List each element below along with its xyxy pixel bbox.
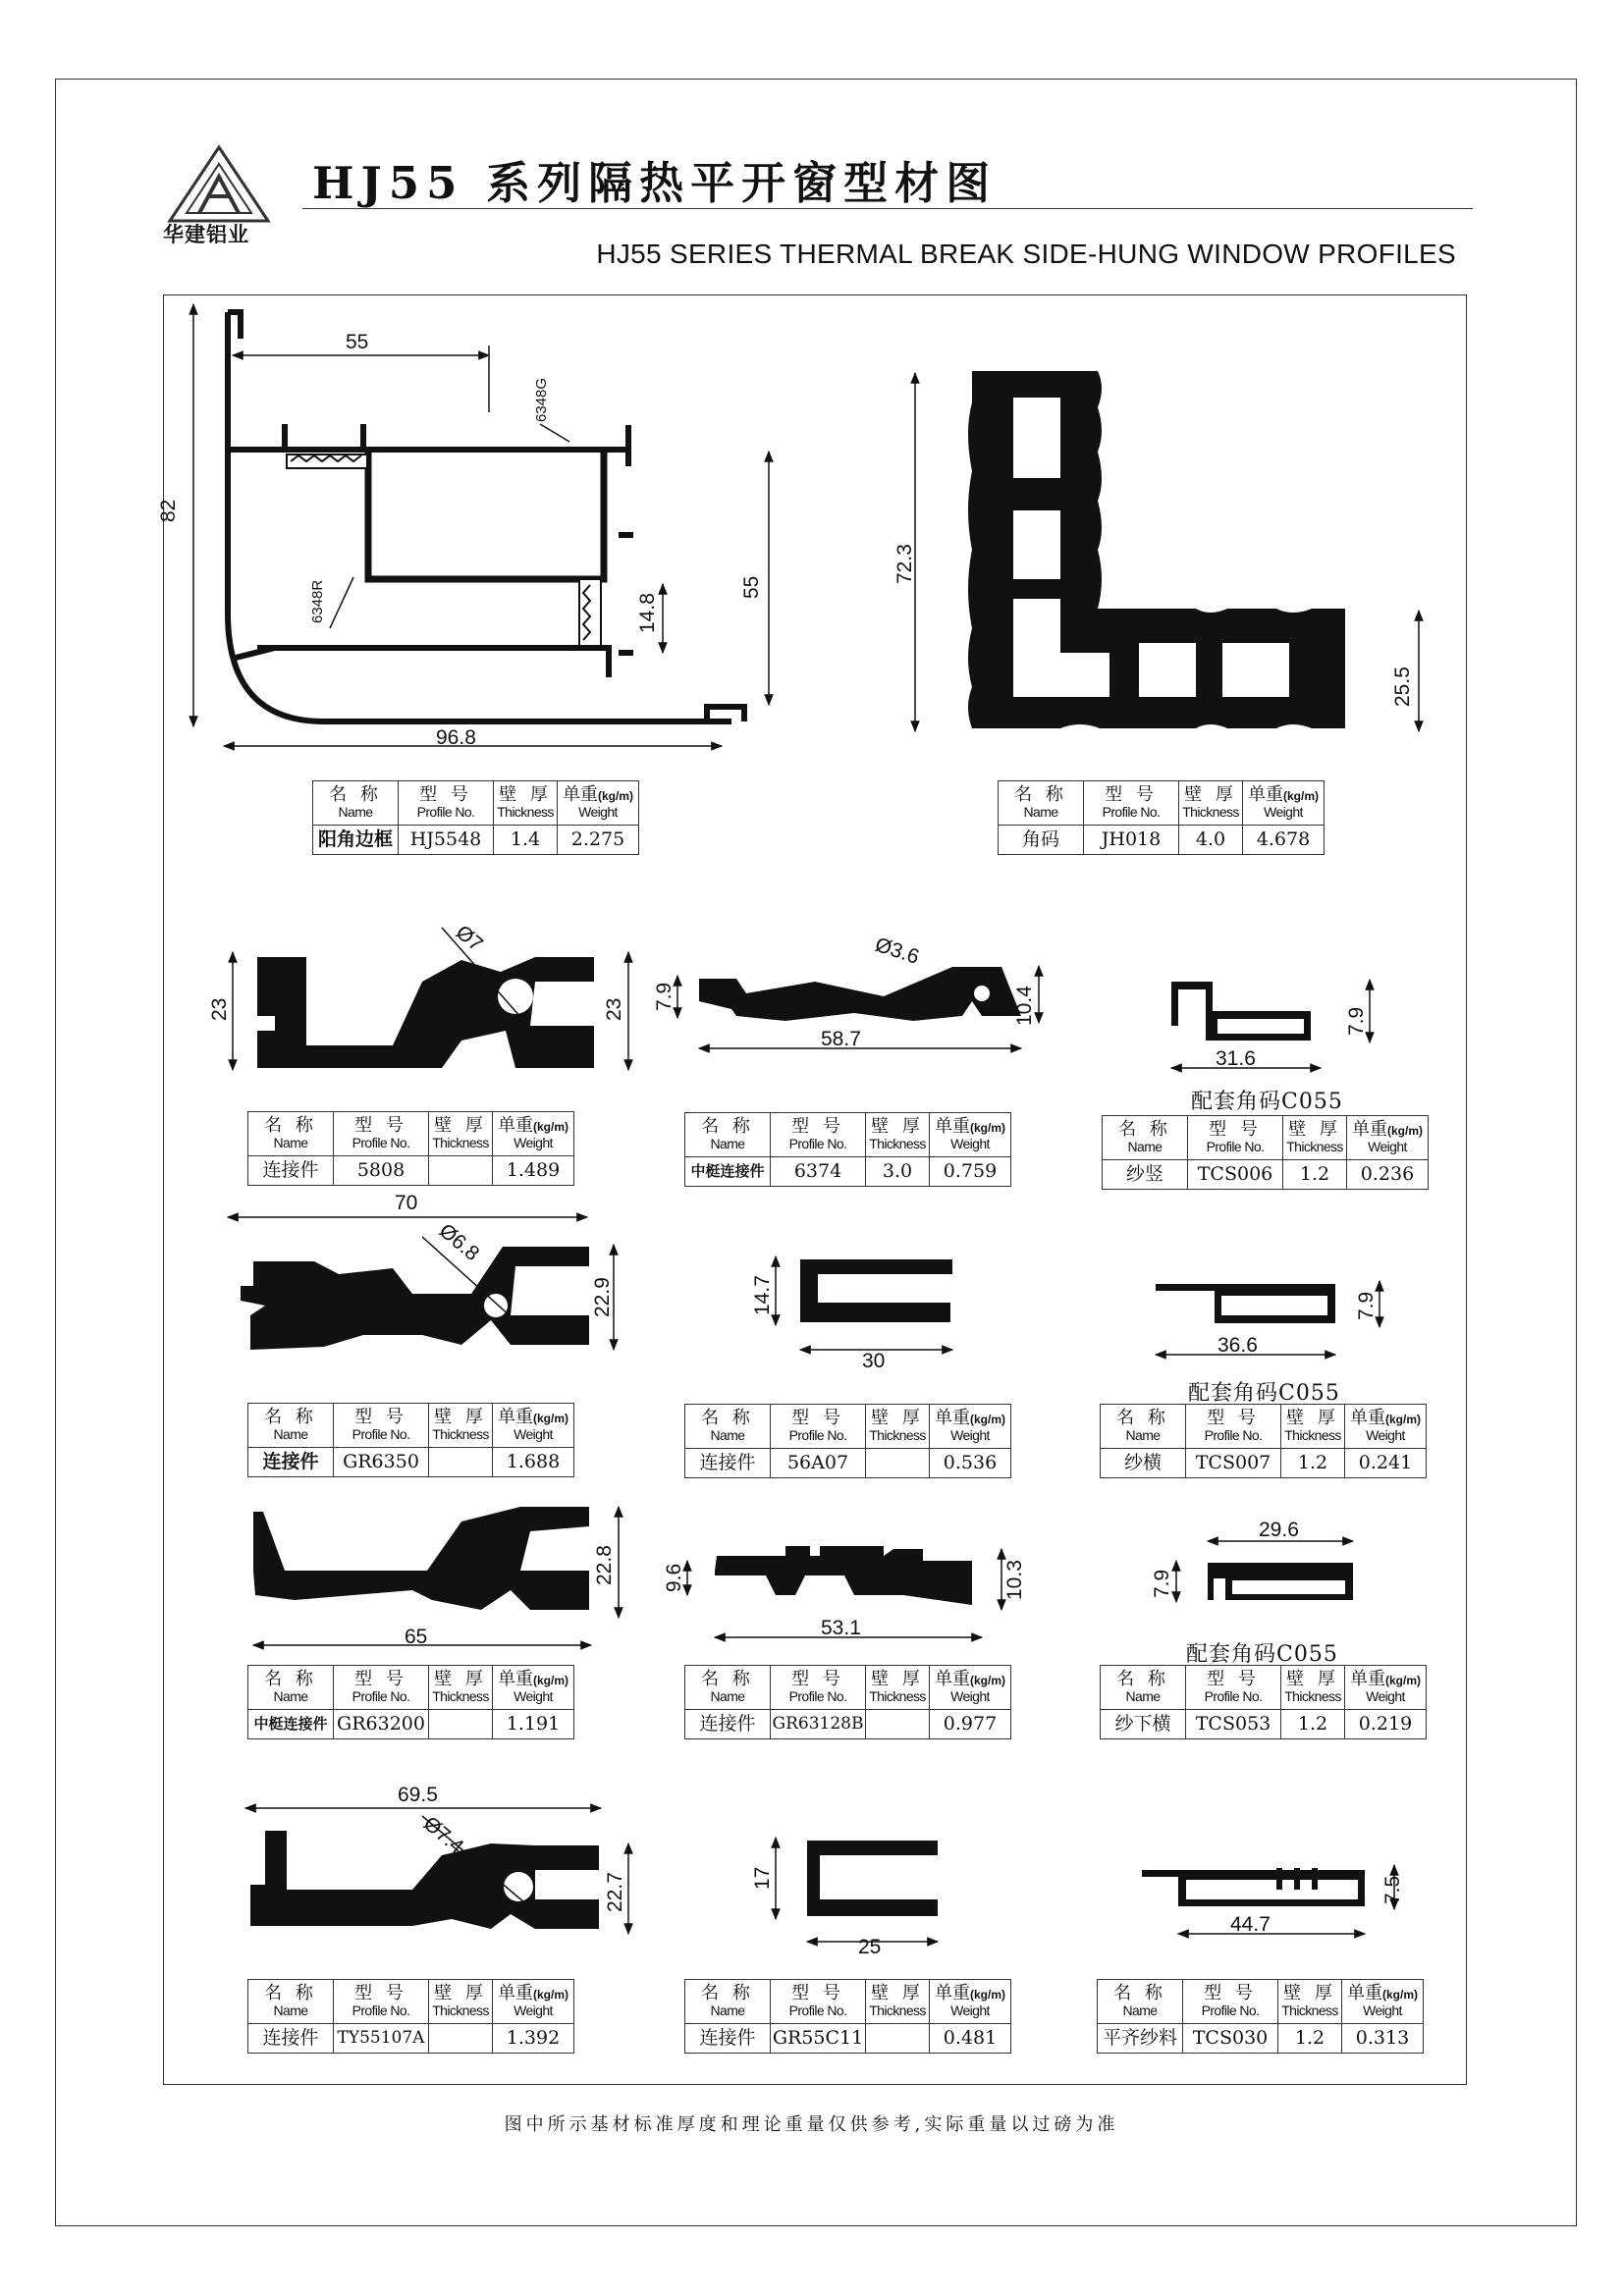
cell-weight: 0.481 <box>930 2024 1011 2054</box>
profile-drawing-gr6350 <box>241 1247 589 1350</box>
header-thickness: 壁 厚 Thickness <box>1281 1405 1345 1449</box>
cell-thickness <box>866 2024 930 2054</box>
cell-weight: 2.275 <box>558 826 639 855</box>
dim-ty55107a-dia: Ø7.4 <box>418 1812 468 1859</box>
dim-gr55c11-25: 25 <box>858 1936 882 1958</box>
dim-tcs006-7-9: 7.9 <box>1345 1006 1368 1036</box>
profile-drawing-tcs053 <box>1208 1563 1353 1600</box>
header-weight: 单重(kg/m) Weight <box>558 781 639 826</box>
cell-weight: 0.236 <box>1347 1160 1429 1190</box>
header-weight: 单重(kg/m) Weight <box>1347 1116 1429 1160</box>
dim-gr63128b-10-3: 10.3 <box>1003 1560 1026 1600</box>
cell-weight: 0.241 <box>1345 1449 1427 1478</box>
caption-tcs007: 配套角码C055 <box>1188 1381 1340 1406</box>
label-6348r: 6348R <box>309 579 326 623</box>
cell-profile-no: JH018 <box>1084 826 1179 855</box>
dim-gr63128b-53-1: 53.1 <box>821 1617 861 1639</box>
dim-6374-dia: Ø3.6 <box>872 933 922 969</box>
dim-5808-dia: Ø7 <box>451 921 488 956</box>
spec-table <box>684 1404 1011 1478</box>
header-profile: 型 号 Profile No. <box>771 1405 866 1449</box>
dim-tcs053-29-6: 29.6 <box>1259 1519 1299 1541</box>
dim-56a07-14-7: 14.7 <box>751 1275 774 1315</box>
cell-profile-no: TY55107A <box>334 2024 429 2054</box>
dim-gr63200-22-8: 22.8 <box>593 1545 616 1585</box>
header-name: 名 称 Name <box>685 1666 771 1710</box>
cell-profile-no: 6374 <box>771 1157 866 1187</box>
label-6348g: 6348G <box>533 377 550 422</box>
cell-thickness <box>429 1710 493 1739</box>
header-thickness: 壁 厚 Thickness <box>429 1404 493 1448</box>
cell-profile-no: TCS053 <box>1186 1710 1281 1739</box>
dim-gr6350-70: 70 <box>395 1192 418 1214</box>
cell-weight: 0.219 <box>1345 1710 1427 1739</box>
header-name: 名 称 Name <box>248 1404 334 1448</box>
header-weight: 单重(kg/m) Weight <box>930 1113 1011 1157</box>
cell-name: 平齐纱料 <box>1098 2024 1183 2054</box>
cell-profile-no: GR55C11 <box>771 2024 866 2054</box>
dim-ty55107a-22-7: 22.7 <box>604 1872 626 1912</box>
footer-note: 图中所示基材标准厚度和理论重量仅供参考,实际重量以过磅为准 <box>504 2114 1119 2135</box>
header-weight: 单重(kg/m) Weight <box>930 1666 1011 1710</box>
cell-profile-no: HJ5548 <box>399 826 494 855</box>
header-name: 名 称 Name <box>1103 1116 1188 1160</box>
cell-thickness <box>429 1448 493 1477</box>
cell-name: 中梃连接件 <box>248 1710 334 1739</box>
cell-thickness <box>429 1156 493 1186</box>
header-weight: 单重(kg/m) Weight <box>493 1112 574 1156</box>
dim-55-right: 55 <box>740 575 763 599</box>
company-name: 华建铝业 <box>163 223 249 246</box>
profile-drawing-gr63200 <box>253 1507 589 1610</box>
profile-drawing-tcs006 <box>1171 982 1311 1041</box>
cell-thickness <box>429 2024 493 2054</box>
dim-gr6350-dia: Ø6.8 <box>434 1219 484 1266</box>
cell-name: 纱下横 <box>1101 1710 1186 1739</box>
spec-table <box>312 780 639 855</box>
dim-ty55107a-69-5: 69.5 <box>398 1784 438 1806</box>
dim-gr63200-65: 65 <box>405 1626 428 1648</box>
dim-gr63128b-9-6: 9.6 <box>663 1563 685 1592</box>
header-profile: 型 号 Profile No. <box>334 1112 429 1156</box>
profile-drawing-6374 <box>699 967 1021 1021</box>
spec-table <box>1100 1404 1427 1478</box>
header-thickness: 壁 厚 Thickness <box>1281 1666 1345 1710</box>
header-profile: 型 号 Profile No. <box>771 1980 866 2024</box>
header-profile: 型 号 Profile No. <box>1186 1666 1281 1710</box>
header-name: 名 称 Name <box>685 1113 771 1157</box>
profile-drawing-hj5548-thermal-strip <box>287 454 601 646</box>
header-thickness: 壁 厚 Thickness <box>866 1113 930 1157</box>
dim-tcs006-31-6: 31.6 <box>1216 1047 1256 1070</box>
header-name: 名 称 Name <box>313 781 399 826</box>
dim-6374-7-9: 7.9 <box>653 982 676 1011</box>
header-profile: 型 号 Profile No. <box>1183 1980 1278 2024</box>
cell-name: 连接件 <box>685 2024 771 2054</box>
header-profile: 型 号 Profile No. <box>1188 1116 1283 1160</box>
header-thickness: 壁 厚 Thickness <box>1179 781 1243 826</box>
cell-weight: 4.678 <box>1243 826 1325 855</box>
dim-82: 82 <box>157 499 180 522</box>
cell-profile-no: GR63200 <box>334 1710 429 1739</box>
header-thickness: 壁 厚 Thickness <box>1278 1980 1342 2024</box>
header-profile: 型 号 Profile No. <box>399 781 494 826</box>
cell-weight: 1.688 <box>493 1448 574 1477</box>
header-name: 名 称 Name <box>248 1112 334 1156</box>
cell-weight: 0.313 <box>1342 2024 1424 2054</box>
header-thickness: 壁 厚 Thickness <box>866 1980 930 2024</box>
dim-tcs030-44-7: 44.7 <box>1230 1913 1271 1936</box>
cell-name: 连接件 <box>248 1156 334 1186</box>
cell-thickness <box>866 1449 930 1478</box>
cell-weight: 0.977 <box>930 1710 1011 1739</box>
dim-gr55c11-17: 17 <box>751 1866 774 1890</box>
cell-thickness: 1.2 <box>1281 1449 1345 1478</box>
spec-table <box>1102 1115 1429 1190</box>
header-name: 名 称 Name <box>1101 1666 1186 1710</box>
cell-profile-no: 56A07 <box>771 1449 866 1478</box>
caption-tcs006: 配套角码C055 <box>1191 1090 1343 1114</box>
spec-table <box>1100 1665 1427 1739</box>
cell-thickness: 3.0 <box>866 1157 930 1187</box>
header-weight: 单重(kg/m) Weight <box>1243 781 1325 826</box>
header-profile: 型 号 Profile No. <box>334 1980 429 2024</box>
cell-name: 连接件 <box>248 1448 334 1477</box>
dim-6374-10-4: 10.4 <box>1013 986 1036 1026</box>
cell-name: 纱竖 <box>1103 1160 1188 1190</box>
cell-thickness: 4.0 <box>1179 826 1243 855</box>
cell-thickness: 1.4 <box>494 826 558 855</box>
header-weight: 单重(kg/m) Weight <box>493 1404 574 1448</box>
header-thickness: 壁 厚 Thickness <box>429 1980 493 2024</box>
profile-drawing-gr63128b <box>715 1546 972 1605</box>
header-thickness: 壁 厚 Thickness <box>866 1666 930 1710</box>
cell-thickness: 1.2 <box>1281 1710 1345 1739</box>
cell-weight: 0.536 <box>930 1449 1011 1478</box>
cell-weight: 0.759 <box>930 1157 1011 1187</box>
cell-profile-no: TCS030 <box>1183 2024 1278 2054</box>
header-name: 名 称 Name <box>999 781 1084 826</box>
profile-drawing-56a07 <box>800 1259 952 1322</box>
cell-thickness: 1.2 <box>1278 2024 1342 2054</box>
profile-drawing-tcs030 <box>1142 1868 1365 1906</box>
header-thickness: 壁 厚 Thickness <box>429 1666 493 1710</box>
dim-72-3: 72.3 <box>893 544 916 584</box>
cell-name: 中梃连接件 <box>685 1157 771 1187</box>
dim-tcs007-36-6: 36.6 <box>1217 1334 1258 1357</box>
header-profile: 型 号 Profile No. <box>771 1666 866 1710</box>
header-name: 名 称 Name <box>1098 1980 1183 2024</box>
header-weight: 单重(kg/m) Weight <box>930 1980 1011 2024</box>
profile-drawing-5808 <box>257 957 594 1068</box>
header-weight: 单重(kg/m) Weight <box>1342 1980 1424 2024</box>
header-thickness: 壁 厚 Thickness <box>429 1112 493 1156</box>
spec-table <box>684 1979 1011 2054</box>
dim-55-top: 55 <box>346 331 369 353</box>
cell-name: 角码 <box>999 826 1084 855</box>
dim-6374-58-7: 58.7 <box>821 1028 861 1050</box>
caption-tcs053: 配套角码C055 <box>1186 1642 1338 1667</box>
spec-table <box>247 1979 574 2054</box>
cell-name: 连接件 <box>685 1710 771 1739</box>
cell-weight: 1.489 <box>493 1156 574 1186</box>
spec-table <box>1097 1979 1424 2054</box>
cell-name: 阳角边框 <box>313 826 399 855</box>
dim-56a07-30: 30 <box>862 1350 886 1372</box>
cell-thickness <box>866 1710 930 1739</box>
dimension-lines-hj5548 <box>193 304 769 746</box>
cell-profile-no: TCS007 <box>1186 1449 1281 1478</box>
dim-14-8: 14.8 <box>636 593 659 633</box>
profile-drawing-gr55c11 <box>807 1841 938 1916</box>
header-name: 名 称 Name <box>685 1980 771 2024</box>
dim-96-8: 96.8 <box>436 726 476 749</box>
header-profile: 型 号 Profile No. <box>334 1404 429 1448</box>
dim-tcs053-7-9: 7.9 <box>1151 1569 1173 1598</box>
header-thickness: 壁 厚 Thickness <box>494 781 558 826</box>
header-profile: 型 号 Profile No. <box>1186 1405 1281 1449</box>
header-name: 名 称 Name <box>1101 1405 1186 1449</box>
header-thickness: 壁 厚 Thickness <box>866 1405 930 1449</box>
spec-table <box>684 1665 1011 1739</box>
spec-table <box>247 1111 574 1186</box>
spec-table <box>998 780 1325 855</box>
cell-profile-no: TCS006 <box>1188 1160 1283 1190</box>
spec-table <box>684 1112 1011 1187</box>
page-title: HJ55 系列隔热平开窗型材图 <box>312 157 998 209</box>
profile-drawing-ty55107a <box>250 1831 599 1929</box>
cell-profile-no: 5808 <box>334 1156 429 1186</box>
header-name: 名 称 Name <box>685 1405 771 1449</box>
profile-drawing-tcs007 <box>1156 1284 1335 1323</box>
header-weight: 单重(kg/m) Weight <box>1345 1405 1427 1449</box>
profile-drawing-hj5548 <box>228 312 744 721</box>
dim-tcs007-7-9: 7.9 <box>1355 1291 1378 1320</box>
header-profile: 型 号 Profile No. <box>771 1113 866 1157</box>
cell-weight: 1.191 <box>493 1710 574 1739</box>
header-weight: 单重(kg/m) Weight <box>493 1666 574 1710</box>
cell-name: 连接件 <box>685 1449 771 1478</box>
dim-25-5: 25.5 <box>1391 667 1414 707</box>
header-profile: 型 号 Profile No. <box>1084 781 1179 826</box>
cell-thickness: 1.2 <box>1283 1160 1347 1190</box>
dim-5808-23-left: 23 <box>208 997 231 1021</box>
dim-tcs030-7-5: 7.5 <box>1381 1875 1404 1904</box>
spec-table <box>247 1403 574 1477</box>
header-weight: 单重(kg/m) Weight <box>493 1980 574 2024</box>
cell-name: 连接件 <box>248 2024 334 2054</box>
cell-profile-no: GR63128B <box>771 1710 866 1739</box>
dim-5808-23-right: 23 <box>603 997 625 1021</box>
spec-table <box>247 1665 574 1739</box>
header-thickness: 壁 厚 Thickness <box>1283 1116 1347 1160</box>
profile-drawing-jh018 <box>968 371 1345 728</box>
header-name: 名 称 Name <box>248 1666 334 1710</box>
header-weight: 单重(kg/m) Weight <box>930 1405 1011 1449</box>
cell-name: 纱横 <box>1101 1449 1186 1478</box>
header-weight: 单重(kg/m) Weight <box>1345 1666 1427 1710</box>
page-subtitle: HJ55 SERIES THERMAL BREAK SIDE-HUNG WINDOW PROFILES <box>596 239 1456 269</box>
cell-profile-no: GR6350 <box>334 1448 429 1477</box>
cell-weight: 1.392 <box>493 2024 574 2054</box>
header-profile: 型 号 Profile No. <box>334 1666 429 1710</box>
header-name: 名 称 Name <box>248 1980 334 2024</box>
dim-gr6350-22-9: 22.9 <box>591 1277 614 1317</box>
